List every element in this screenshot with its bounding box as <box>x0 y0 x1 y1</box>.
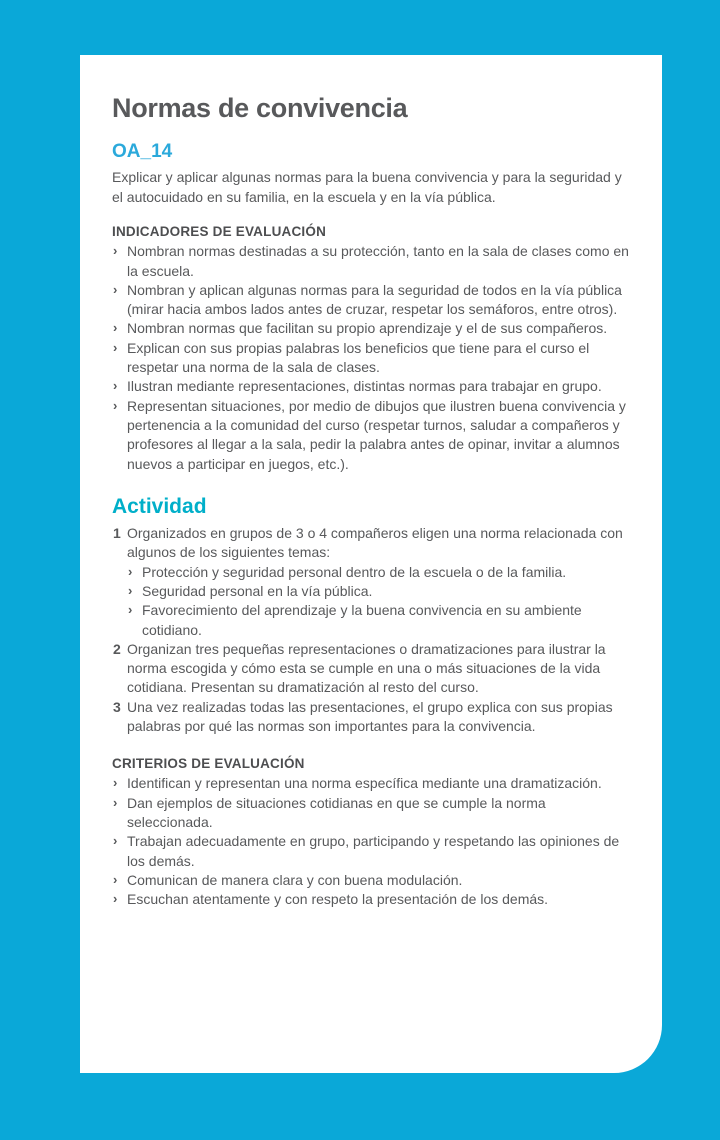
step-number: 3 <box>113 698 121 715</box>
bullet-marker: › <box>113 378 118 394</box>
indicator-text: Nombran y aplican algunas normas para la seguridad de todos en la vía pública (mirar hacia ambos lados antes de cruzar, respetar los semáforos, entre otros). <box>127 281 622 318</box>
indicators-list <box>112 242 632 474</box>
bullet-marker: › <box>113 775 118 791</box>
indicator-item <box>112 377 632 396</box>
step-sublist <box>127 563 632 640</box>
bullet-marker: › <box>113 833 118 849</box>
activity-step <box>112 698 632 737</box>
bullet-marker: › <box>128 563 133 579</box>
criteria-list <box>112 774 632 909</box>
oa-code: OA_14 <box>112 141 173 162</box>
criteria-item <box>112 794 632 833</box>
criteria-item <box>112 871 632 890</box>
sub-item <box>127 601 632 640</box>
criteria-heading: CRITERIOS DE EVALUACIÓN <box>112 756 305 772</box>
indicator-text: Explican con sus propias palabras los beneficios que tiene para el curso el respetar una norma de la sala de clases. <box>127 339 590 376</box>
criteria-item <box>112 774 632 793</box>
bullet-marker: › <box>113 243 118 259</box>
bullet-marker: › <box>113 339 118 355</box>
sub-item-text: Favorecimiento del aprendizaje y la buena convivencia en su ambiente cotidiano. <box>142 602 582 638</box>
activity-heading: Actividad <box>112 494 207 518</box>
step-text: Organizados en grupos de 3 o 4 compañeros eligen una norma relacionada con algunos de los siguientes temas: <box>127 524 623 561</box>
step-text: Una vez realizadas todas las presentaciones, el grupo explica con sus propias palabras por qué las normas son importantes para la convivencia. <box>127 698 613 735</box>
step-body <box>127 698 632 737</box>
bullet-marker: › <box>113 320 118 336</box>
criteria-text: Escuchan atentamente y con respeto la presentación de los demás. <box>127 891 549 908</box>
criteria-text: Comunican de manera clara y con buena modulación. <box>127 871 463 888</box>
indicator-text: Ilustran mediante representaciones, distintas normas para trabajar en grupo. <box>127 378 602 395</box>
oa-description: Explicar y aplicar algunas normas para la buena convivencia y para la seguridad y el autocuidado en su familia, en la escuela y en la vía pública. <box>112 169 622 205</box>
bullet-marker: › <box>113 281 118 297</box>
criteria-text: Dan ejemplos de situaciones cotidianas en que se cumple la norma seleccionada. <box>127 794 546 830</box>
criteria-item <box>112 890 632 909</box>
criteria-section <box>112 756 632 909</box>
indicator-item <box>112 242 632 281</box>
step-number: 1 <box>113 524 121 541</box>
step-number: 2 <box>113 640 121 657</box>
bullet-marker: › <box>128 582 133 598</box>
bullet-marker: › <box>128 602 133 618</box>
indicator-item <box>112 319 632 338</box>
bullet-marker: › <box>113 871 118 887</box>
indicators-heading: INDICADORES DE EVALUACIÓN <box>112 224 327 240</box>
sub-item <box>127 582 632 601</box>
indicator-item <box>112 397 632 474</box>
criteria-item <box>112 832 632 871</box>
sub-item-text: Seguridad personal en la vía pública. <box>142 582 373 599</box>
criteria-text: Identifican y representan una norma específica mediante una dramatización. <box>127 775 602 792</box>
step-body <box>127 524 632 640</box>
activity-steps <box>112 524 632 736</box>
step-body <box>127 640 632 698</box>
bullet-marker: › <box>113 891 118 907</box>
activity-step <box>112 640 632 698</box>
step-text: Organizan tres pequeñas representaciones o dramatizaciones para ilustrar la norma escogida y cómo esta se cumple en una o más situaciones de la vida cotidiana. Presentan su dramatización al resto del curso. <box>127 640 606 696</box>
sub-item <box>127 563 632 582</box>
indicator-text: Nombran normas destinadas a su protección, tanto en la sala de clases como en la escuela. <box>127 243 629 279</box>
indicator-item <box>112 339 632 378</box>
activity-step <box>112 524 632 640</box>
indicator-text: Nombran normas que facilitan su propio aprendizaje y el de sus compañeros. <box>127 320 608 337</box>
page-title: Normas de convivencia <box>112 93 408 123</box>
bullet-marker: › <box>113 397 118 413</box>
criteria-text: Trabajan adecuadamente en grupo, participando y respetando las opiniones de los demás. <box>127 833 620 869</box>
indicator-item <box>112 281 632 320</box>
bullet-marker: › <box>113 794 118 810</box>
indicator-text: Representan situaciones, por medio de dibujos que ilustren buena convivencia y pertenencia a la comunidad del curso (respetar turnos, saludar a compañeros y profesores al llegar a la sala, pedir la palabra antes de opinar, invitar a alumnos nuevos a participar en juegos, etc.). <box>127 397 626 472</box>
document-card <box>80 55 662 1073</box>
sub-item-text: Protección y seguridad personal dentro de la escuela o de la familia. <box>142 563 567 580</box>
